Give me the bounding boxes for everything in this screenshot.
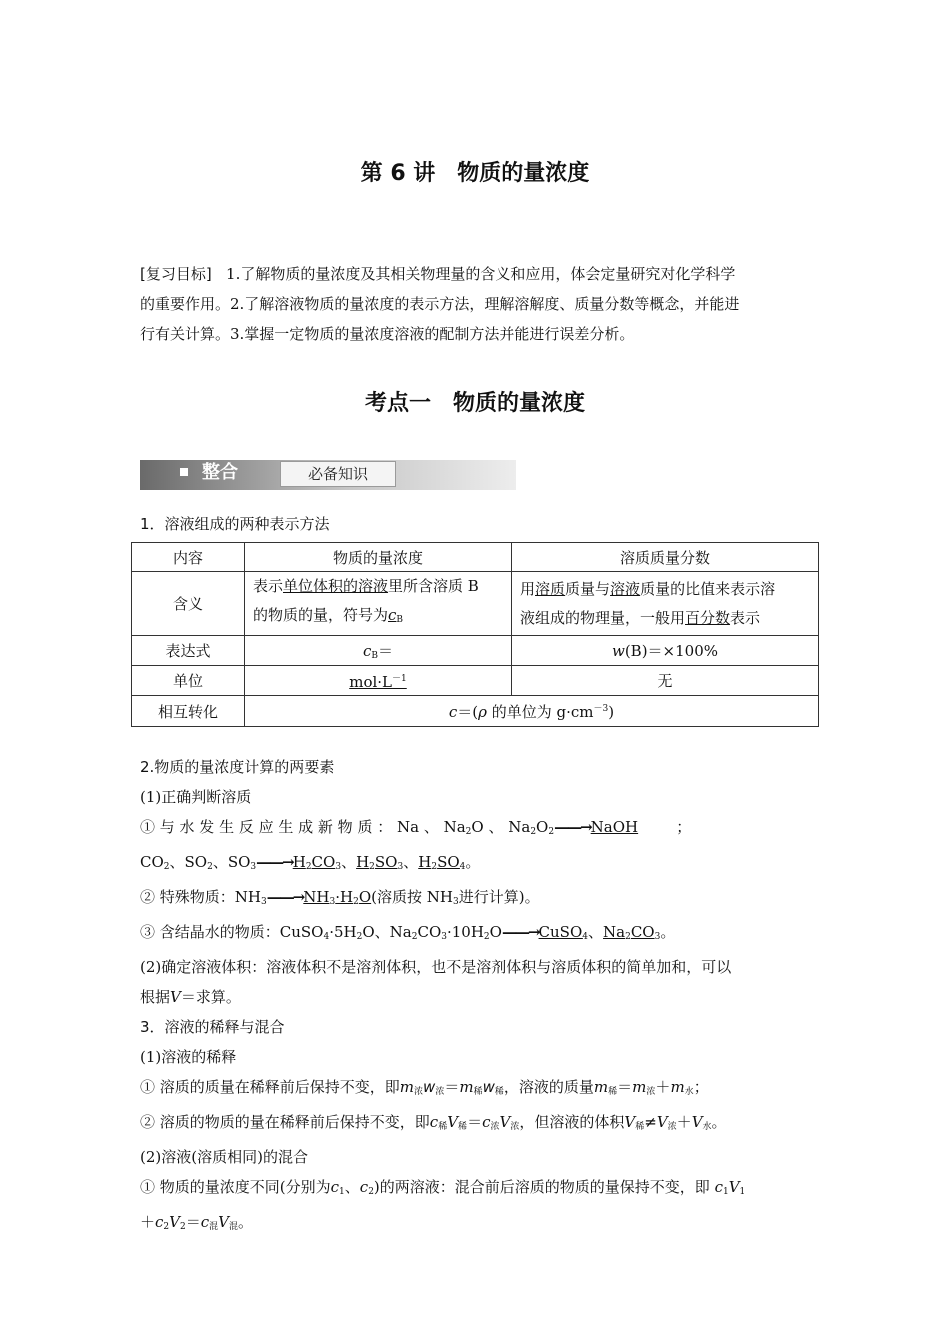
review-text-3: 行有关计算。3.掌握一定物质的量浓度溶液的配制方法并能进行误差分析。 xyxy=(140,325,635,343)
review-text-1: 1.了解物质的量浓度及其相关物理量的含义和应用，体会定量研究对化学科学 xyxy=(226,265,736,283)
line-solute-4: ③ 含结晶水的物质：$CuSO_4\cdot 5H_2O$、$Na_2CO_3\cdot 10H_2O——\to CuSO_4$、$Na_2CO_3$。 xyxy=(140,923,676,942)
paragraph: (2)溶液(溶质相同)的混合 xyxy=(140,1148,308,1166)
table-cell: 用溶质质量与溶液质量的比值来表示溶 液组成的物理量，一般用百分数表示 xyxy=(512,572,819,636)
line-dilution-2: ② 溶质的物质的量在稀释前后保持不变，即$c_稀V_稀=c_浓V_浓$，但溶液的体积$V_稀\ne V_浓+V_水$。 xyxy=(140,1113,727,1132)
table-cell: 无 xyxy=(512,666,819,696)
banner-left-label: 整合 xyxy=(202,462,238,483)
table-cell: w(B)＝×100% xyxy=(512,636,819,666)
table-row xyxy=(132,543,819,572)
line-solute-3: ② 特殊物质：$NH_3——\to NH_3\cdot H_2O$(溶质按 $NH_3$进行计算)。 xyxy=(140,888,540,907)
review-label: [复习目标] xyxy=(140,265,212,283)
paragraph: (2)确定溶液体积：溶液体积不是溶剂体积，也不是溶剂体积与溶质体积的简单加和，可以 xyxy=(140,958,732,976)
square-icon xyxy=(180,468,188,476)
table-header: 物质的量浓度 xyxy=(245,543,512,572)
table-cell: $mol\cdot L^{-1}$ xyxy=(245,666,512,696)
table-cell: $c_B=$ xyxy=(245,636,512,666)
composition-table xyxy=(131,542,819,727)
paragraph: (1)正确判断溶质 xyxy=(140,788,252,806)
review-goals xyxy=(140,259,812,349)
table-header: 内容 xyxy=(132,543,245,572)
row-label: 单位 xyxy=(132,666,245,696)
line-solute-2: $CO_2$、$SO_2$、$SO_3——\to H_2CO_3$、$H_2SO_3$、$H_2SO_4$。 xyxy=(140,853,481,872)
banner-right-label: 必备知识 xyxy=(280,461,396,487)
table-row xyxy=(132,696,819,727)
heading-1: 1．溶液组成的两种表示方法 xyxy=(140,515,330,533)
line-solute-1: ① 与 水 发 生 反 应 生 成 新 物 质 ： Na 、 $Na_2O$ 、 $Na_2O_2——\to NaOH$ ； xyxy=(140,818,692,837)
row-label: 表达式 xyxy=(132,636,245,666)
line-mixing-1: ① 物质的量浓度不同(分别为$c_1$、$c_2$)的两溶液：混合前后溶质的物质的量保持不变，即 $c_1V_1$ xyxy=(140,1178,746,1197)
banner-left xyxy=(140,460,280,486)
table-header: 溶质质量分数 xyxy=(512,543,819,572)
table-row xyxy=(132,666,819,696)
table-row xyxy=(132,636,819,666)
row-label: 相互转化 xyxy=(132,696,245,727)
table-cell: 表示单位体积的溶液里所含溶质 B 的物质的量，符号为$c_B$ xyxy=(245,572,512,636)
heading-3: 3．溶液的稀释与混合 xyxy=(140,1018,285,1036)
heading-2: 2.物质的量浓度计算的两要素 xyxy=(140,758,335,776)
section-2 xyxy=(140,752,812,1242)
document-title: 第 6 讲 物质的量浓度 xyxy=(360,161,590,186)
paragraph: 根据V＝求算。 xyxy=(140,988,241,1006)
section-title: 考点一 物质的量浓度 xyxy=(364,391,585,416)
line-dilution-1: ① 溶质的质量在稀释前后保持不变，即$m_浓w_浓=m_稀w_稀$，溶液的质量$m_稀=m_浓+m_水$； xyxy=(140,1078,709,1097)
table-row xyxy=(132,572,819,636)
line-mixing-2: $+c_2V_2=c_混V_混$。 xyxy=(140,1213,254,1232)
paragraph: (1)溶液的稀释 xyxy=(140,1048,237,1066)
table-cell: c＝(ρ 的单位为 $g\cdot cm^{-3}$) xyxy=(245,696,819,727)
row-label: 含义 xyxy=(132,572,245,636)
review-text-2: 的重要作用。2.了解溶液物质的量浓度的表示方法，理解溶解度、质量分数等概念，并能进 xyxy=(140,295,740,313)
